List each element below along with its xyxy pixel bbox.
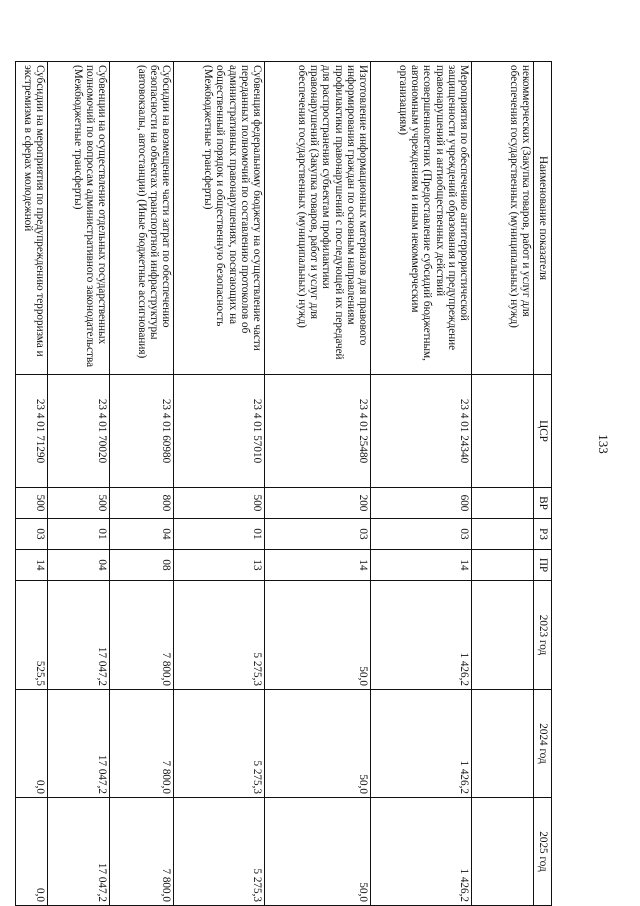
cell-2023 [472, 581, 534, 690]
header-2024: 2024 год [534, 690, 552, 798]
cell-vr: 500 [174, 488, 265, 519]
cell-pr: 14 [265, 550, 371, 581]
header-csr: ЦСР [534, 375, 552, 488]
cell-name: некоммерческих (Закупка товаров, работ и услуг для обеспечения государственных (муниципальных) нужд) [472, 62, 534, 375]
cell-2025: 5 275,3 [174, 798, 265, 906]
cell-2024: 50,0 [265, 690, 371, 798]
table-row [472, 62, 534, 906]
cell-2025: 7 800,0 [110, 798, 174, 906]
cell-csr: 23 4 01 71290 [16, 375, 48, 488]
cell-2025: 50,0 [265, 798, 371, 906]
cell-pr: 08 [110, 550, 174, 581]
cell-2023: 17 047,2 [48, 581, 110, 690]
rotated-table-wrapper [21, 61, 552, 905]
cell-rz: 03 [371, 519, 472, 550]
cell-name: Изготовление информационных материалов для правового информирования граждан по основным направлениям профилактики правонарушений с последующей их передачей для распространения субъектам профилактики правонарушений (Закупка товаров, работ и услуг для обеспечения государственных (муниципальных) нужд) [265, 62, 371, 375]
cell-2023: 50,0 [265, 581, 371, 690]
table-row [371, 62, 472, 906]
header-2023: 2023 год [534, 581, 552, 690]
header-name: Наименование показателя [534, 62, 552, 375]
cell-rz: 03 [265, 519, 371, 550]
cell-name: Мероприятия по обеспечению антитеррористической защищенности учреждений образования и предупреждение правонарушений и антиобщественных действий несовершеннолетних (Предоставление субсидий бюджетным, автономным учреждениям и иным некоммерческим организациям) [371, 62, 472, 375]
cell-rz: 01 [174, 519, 265, 550]
cell-csr [472, 375, 534, 488]
header-rz: РЗ [534, 519, 552, 550]
cell-2024: 1 426,2 [371, 690, 472, 798]
cell-2025: 0,0 [16, 798, 48, 906]
cell-pr: 14 [371, 550, 472, 581]
cell-pr: 14 [16, 550, 48, 581]
cell-csr: 23 4 01 24340 [371, 375, 472, 488]
cell-vr: 200 [265, 488, 371, 519]
cell-name: Субвенция федеральному бюджету на осуществление части переданных полномочий по составлению протоколов об административных правонарушениях, посягающих на общественный порядок и общественную безопасность (Межбюджетные трансферты) [174, 62, 265, 375]
cell-vr: 500 [16, 488, 48, 519]
cell-csr: 23 4 01 57010 [174, 375, 265, 488]
header-2025: 2025 год [534, 798, 552, 906]
table-header-row [534, 62, 552, 906]
table-row [48, 62, 110, 906]
cell-rz [472, 519, 534, 550]
cell-vr [472, 488, 534, 519]
cell-rz: 03 [16, 519, 48, 550]
cell-csr: 23 4 01 60980 [110, 375, 174, 488]
cell-2023: 525,5 [16, 581, 48, 690]
cell-2023: 5 275,3 [174, 581, 265, 690]
cell-name: Субсидии на мероприятия по предупреждению терроризма и экстремизма в сферах молодежной [16, 62, 48, 375]
header-vr: ВР [534, 488, 552, 519]
header-pr: ПР [534, 550, 552, 581]
cell-2023: 7 800,0 [110, 581, 174, 690]
cell-name: Субвенции на осуществление отдельных государственных полномочий по вопросам административного законодательства (Межбюджетные трансферты) [48, 62, 110, 375]
cell-2023: 1 426,2 [371, 581, 472, 690]
cell-2025 [472, 798, 534, 906]
cell-pr: 04 [48, 550, 110, 581]
cell-csr: 23 4 01 70020 [48, 375, 110, 488]
cell-pr: 13 [174, 550, 265, 581]
cell-vr: 600 [371, 488, 472, 519]
cell-vr: 800 [110, 488, 174, 519]
table-row [174, 62, 265, 906]
cell-2024: 7 800,0 [110, 690, 174, 798]
cell-2025: 1 426,2 [371, 798, 472, 906]
table-row [16, 62, 48, 906]
cell-rz: 04 [110, 519, 174, 550]
table-row [265, 62, 371, 906]
cell-pr [472, 550, 534, 581]
cell-rz: 01 [48, 519, 110, 550]
cell-2025: 17 047,2 [48, 798, 110, 906]
table-row [110, 62, 174, 906]
cell-vr: 500 [48, 488, 110, 519]
cell-2024: 5 275,3 [174, 690, 265, 798]
page-number: 133 [596, 434, 611, 454]
cell-name: Субсидии на возмещение части затрат по обеспечению безопасности на объектах транспортной инфраструктуры (автовокзалы, автостанции) (Иные бюджетные ассигнования) [110, 62, 174, 375]
cell-csr: 23 4 01 25480 [265, 375, 371, 488]
document-sheet [21, 61, 552, 905]
budget-table [15, 61, 552, 906]
cell-2024 [472, 690, 534, 798]
cell-2024: 17 047,2 [48, 690, 110, 798]
cell-2024: 0,0 [16, 690, 48, 798]
